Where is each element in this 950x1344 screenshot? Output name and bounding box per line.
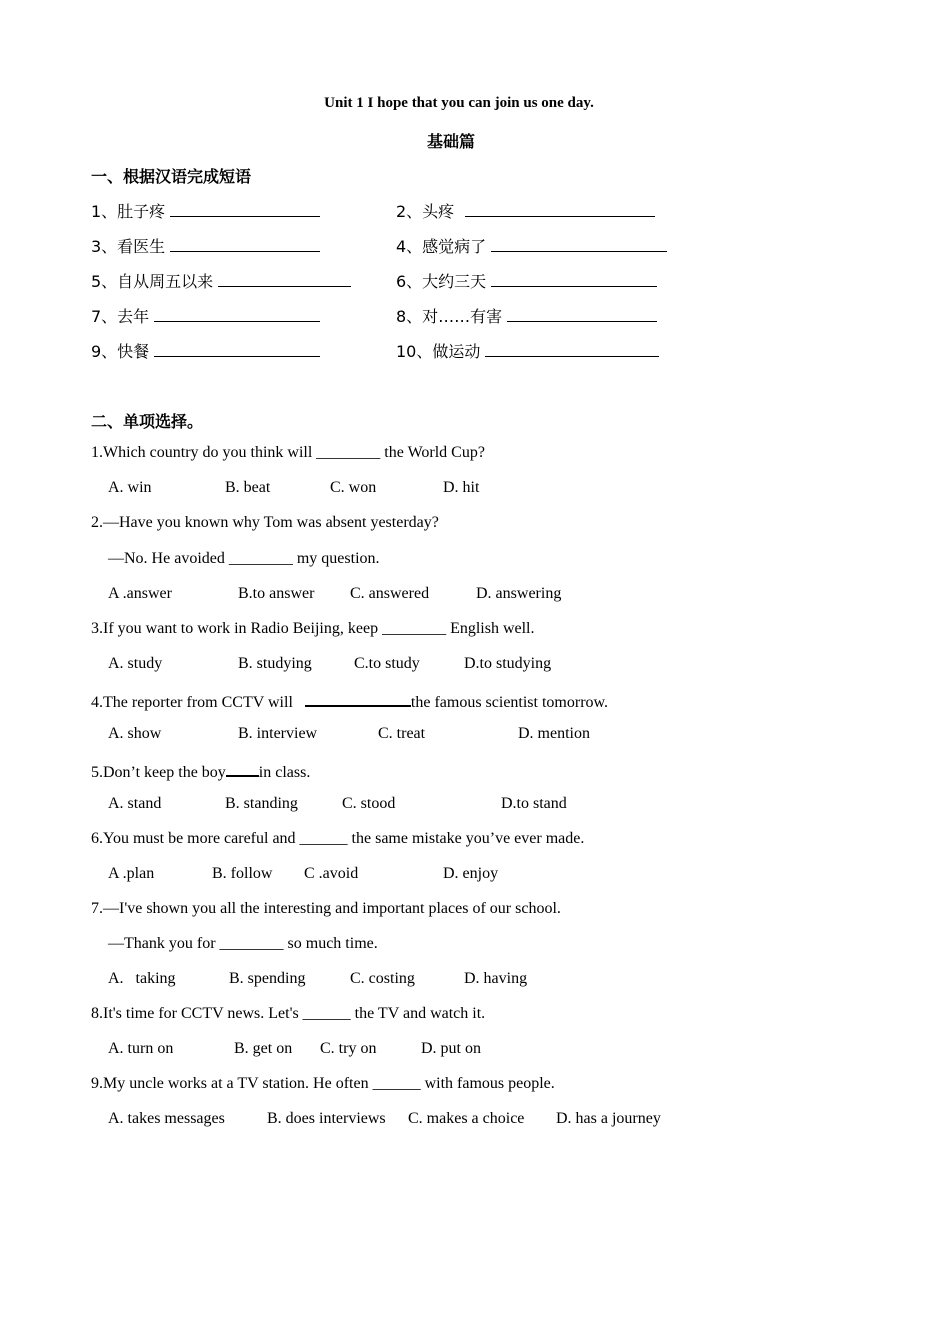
option-a[interactable]: A. study xyxy=(108,655,163,672)
option-b[interactable]: B. does interviews xyxy=(267,1110,386,1127)
option-a[interactable]: A. stand xyxy=(108,795,162,812)
option-a[interactable]: A. win xyxy=(108,479,152,496)
phrase-label: 7、去年 xyxy=(91,307,150,326)
option-b[interactable]: B. get on xyxy=(234,1040,293,1057)
answer-blank[interactable] xyxy=(170,236,320,252)
stem-text: in class. xyxy=(258,764,311,781)
page-subtitle: 基础篇 xyxy=(426,132,475,151)
phrase-item xyxy=(91,269,351,292)
answer-blank[interactable] xyxy=(218,271,351,287)
phrase-item xyxy=(396,269,657,292)
phrase-label: 3、看医生 xyxy=(91,237,166,256)
option-d[interactable]: D.to studying xyxy=(464,655,552,672)
phrase-label: 4、感觉病了 xyxy=(396,237,487,256)
option-a[interactable]: A. taking xyxy=(108,970,176,987)
answer-blank[interactable] xyxy=(465,201,655,217)
option-c[interactable]: C. costing xyxy=(350,970,415,987)
option-c[interactable]: C. makes a choice xyxy=(408,1110,525,1127)
question-stem: 8.It's time for CCTV news. Let's ______ the TV and watch it. xyxy=(91,1005,486,1022)
option-d[interactable]: D. mention xyxy=(518,725,590,742)
answer-blank[interactable] xyxy=(507,306,657,322)
option-a[interactable]: A. takes messages xyxy=(108,1110,225,1127)
phrase-item xyxy=(396,339,659,362)
option-c[interactable]: C. try on xyxy=(320,1040,377,1057)
stem-text: the famous scientist tomorrow. xyxy=(410,694,609,711)
option-c[interactable]: C. treat xyxy=(378,725,426,742)
phrase-item xyxy=(396,199,655,222)
option-b[interactable]: B.to answer xyxy=(238,585,315,602)
option-b[interactable]: B. follow xyxy=(212,865,273,882)
answer-blank[interactable] xyxy=(491,271,657,287)
phrase-label: 6、大约三天 xyxy=(396,272,487,291)
option-c[interactable]: C .avoid xyxy=(304,865,359,882)
phrase-item xyxy=(91,234,320,257)
option-c[interactable]: C. won xyxy=(330,479,377,496)
option-c[interactable]: C.to study xyxy=(354,655,420,672)
phrase-item xyxy=(91,304,320,327)
question-stem-line2: —Thank you for ________ so much time. xyxy=(108,935,378,952)
phrase-label: 9、快餐 xyxy=(91,342,150,361)
answer-blank[interactable] xyxy=(154,306,320,322)
option-b[interactable]: B. studying xyxy=(238,655,312,672)
answer-blank[interactable] xyxy=(154,341,320,357)
question-stem: 3.If you want to work in Radio Beijing, keep ________ English well. xyxy=(91,620,535,637)
answer-blank[interactable] xyxy=(170,201,320,217)
option-a[interactable]: A .plan xyxy=(108,865,155,882)
answer-blank[interactable] xyxy=(226,760,259,777)
option-b[interactable]: B. spending xyxy=(229,970,306,987)
option-d[interactable]: D. has a journey xyxy=(556,1110,661,1127)
option-b[interactable]: B. beat xyxy=(225,479,271,496)
question-stem-line2: —No. He avoided ________ my question. xyxy=(108,550,380,567)
phrase-item xyxy=(91,199,320,222)
phrase-label: 8、对……有害 xyxy=(396,307,503,326)
section2-heading: 二、单项选择。 xyxy=(91,412,204,431)
question-stem: 2.—Have you known why Tom was absent yesterday? xyxy=(91,514,439,531)
answer-blank[interactable] xyxy=(491,236,667,252)
question-stem: 1.Which country do you think will ________ the World Cup? xyxy=(91,444,485,461)
question-stem xyxy=(91,690,608,712)
question-stem: 6.You must be more careful and ______ the same mistake you’ve ever made. xyxy=(91,830,585,847)
phrase-label: 1、肚子疼 xyxy=(91,202,166,221)
option-d[interactable]: D. enjoy xyxy=(443,865,499,882)
stem-text: 5.Don’t keep the boy xyxy=(91,764,226,781)
phrase-label: 5、自从周五以来 xyxy=(91,272,214,291)
option-d[interactable]: D. having xyxy=(464,970,528,987)
option-c[interactable]: C. answered xyxy=(350,585,430,602)
option-d[interactable]: D. answering xyxy=(476,585,562,602)
option-a[interactable]: A .answer xyxy=(108,585,172,602)
phrase-item xyxy=(396,304,657,327)
answer-blank[interactable] xyxy=(305,690,411,707)
page-title: Unit 1 I hope that you can join us one day. xyxy=(324,95,594,111)
question-stem: 9.My uncle works at a TV station. He often ______ with famous people. xyxy=(91,1075,555,1092)
section1-heading: 一、根据汉语完成短语 xyxy=(91,167,252,186)
option-a[interactable]: A. turn on xyxy=(108,1040,174,1057)
phrase-item xyxy=(396,234,667,257)
question-stem xyxy=(91,760,310,782)
option-d[interactable]: D.to stand xyxy=(501,795,567,812)
option-b[interactable]: B. standing xyxy=(225,795,298,812)
phrase-label: 10、做运动 xyxy=(396,342,481,361)
answer-blank[interactable] xyxy=(485,341,659,357)
option-d[interactable]: D. hit xyxy=(443,479,480,496)
option-a[interactable]: A. show xyxy=(108,725,162,742)
phrase-label: 2、头疼 xyxy=(396,202,455,221)
stem-text: 4.The reporter from CCTV will xyxy=(91,694,297,711)
question-stem: 7.—I've shown you all the interesting and important places of our school. xyxy=(91,900,561,917)
option-b[interactable]: B. interview xyxy=(238,725,318,742)
phrase-item xyxy=(91,339,320,362)
option-d[interactable]: D. put on xyxy=(421,1040,481,1057)
option-c[interactable]: C. stood xyxy=(342,795,396,812)
